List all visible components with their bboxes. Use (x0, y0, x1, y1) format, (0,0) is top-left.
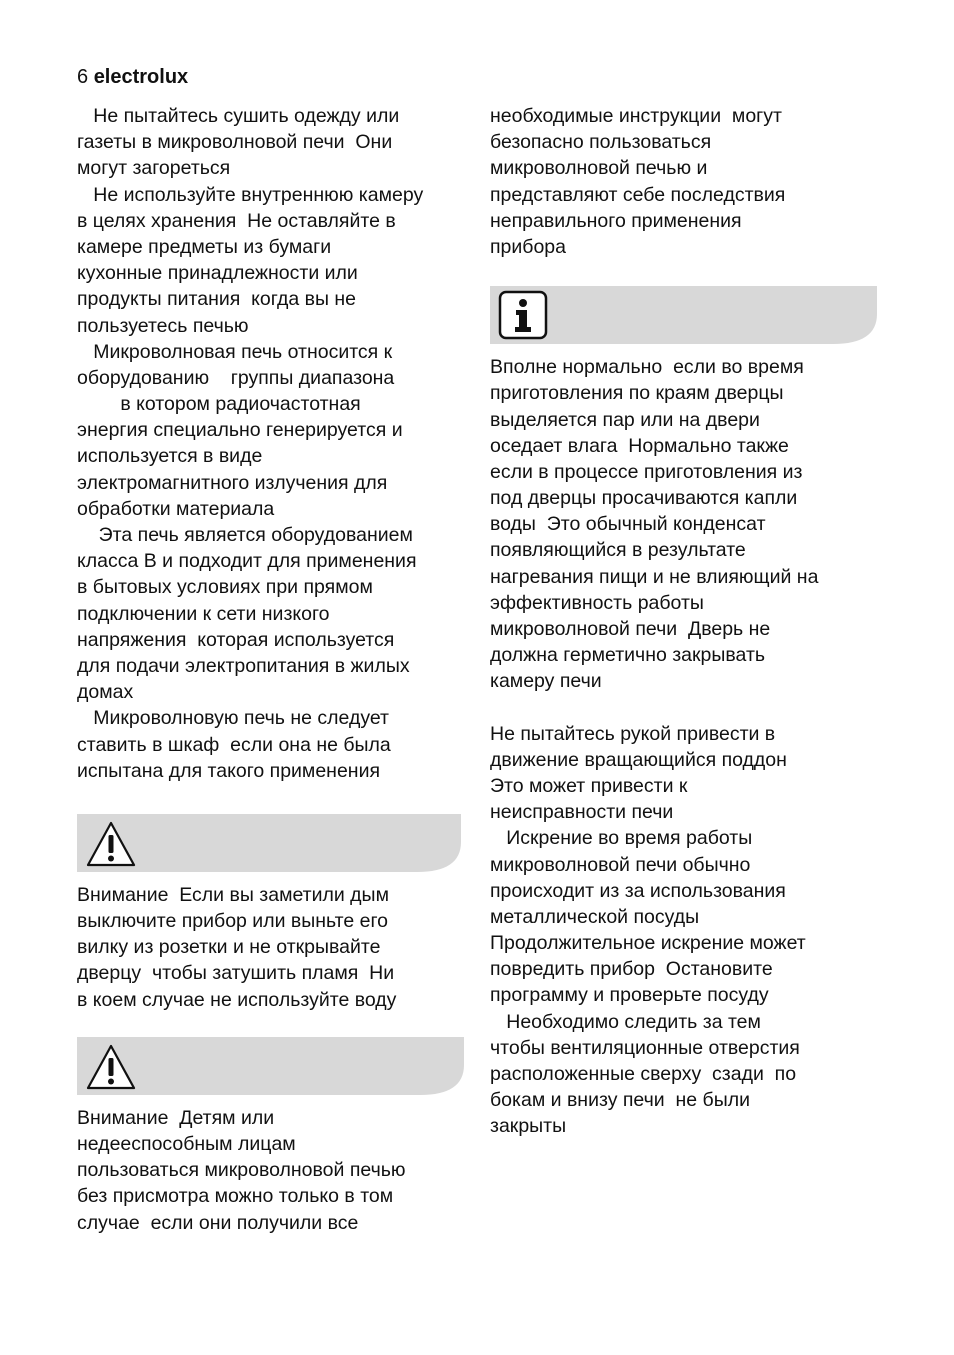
text-line: обработки материала (77, 497, 275, 520)
text-line: микроволновой печи Дверь не (490, 618, 771, 640)
text-line: если в процессе приготовления из (490, 460, 803, 483)
text-line: в коем случае не используйте воду (77, 988, 397, 1011)
text-line: Не пытайтесь сушить одежду или (77, 105, 400, 127)
left-text-block (77, 103, 472, 784)
spacer (490, 695, 885, 721)
text-line: прибора (490, 235, 567, 258)
page-number: 6 (77, 66, 89, 88)
text-line: необходимые инструкции могут (490, 105, 782, 127)
text-line: подключении к сети низкого (77, 602, 330, 625)
page-header (77, 64, 188, 90)
text-line: в целях хранения Не оставляйте в (77, 209, 396, 232)
text-line: Внимание Если вы заметили дым (77, 883, 389, 906)
text-line: эффективность работы (490, 591, 704, 614)
text-line: могут загореться (77, 157, 231, 180)
warning-text-2 (77, 1105, 472, 1236)
brand-name: electrolux (93, 66, 189, 88)
text-line: неисправности печи (490, 801, 674, 824)
text-line: в котором радиочастотная (77, 393, 361, 416)
text-line: Продолжительное искрение может (490, 932, 806, 955)
text-line: в бытовых условиях при прямом (77, 576, 373, 599)
text-line: энергия специально генерируется и (77, 419, 403, 442)
text-line: приготовления по краям дверцы (490, 382, 784, 405)
text-line: происходит из за использования (490, 879, 786, 902)
text-line: представляют себе последствия (490, 183, 786, 206)
banner-background (490, 286, 877, 344)
text-line: должна герметично закрывать (490, 644, 766, 667)
info-icon (498, 290, 548, 340)
text-line: напряжения которая используется (77, 628, 395, 651)
text-line: воды Это обычный конденсат (490, 513, 766, 536)
text-line: недееспособным лицам (77, 1133, 296, 1155)
info-text (490, 354, 885, 694)
text-line: Искрение во время работы (490, 827, 753, 850)
text-line: выключите прибор или выньте его (77, 910, 389, 933)
text-line: камере предметы из бумаги (77, 235, 332, 258)
info-banner (490, 286, 885, 344)
text-line: электромагнитного излучения для (77, 471, 388, 494)
text-line: под дверцы просачиваются капли (490, 487, 798, 510)
text-line: повредить прибор Остановите (490, 958, 773, 981)
text-line: Микроволновую печь не следует (77, 707, 389, 730)
text-line: случае если они получили все (77, 1211, 359, 1234)
text-line: выделяется пар или на двери (490, 408, 760, 431)
text-line: оборудованию группы диапазона (77, 366, 395, 389)
text-line: микроволновой печью и (490, 157, 708, 180)
right-column (490, 103, 885, 1140)
left-column (77, 103, 472, 1236)
text-line: дверцу чтобы затушить пламя Ни (77, 962, 395, 985)
text-line: вилку из розетки и не открывайте (77, 936, 381, 959)
text-line: домах (77, 681, 134, 704)
text-line: металлической посуды (490, 905, 700, 928)
text-line: испытана для такого применения (77, 759, 381, 782)
text-line: ставить в шкаф если она не была (77, 733, 391, 756)
text-line: оседает влага Нормально также (490, 434, 789, 457)
text-line: кухонные принадлежности или (77, 262, 358, 285)
text-line: расположенные сверху сзади по (490, 1063, 797, 1085)
text-line: для подачи электропитания в жилых (77, 654, 410, 677)
warning-banner (77, 814, 472, 872)
text-line: без присмотра можно только в том (77, 1185, 394, 1208)
text-line: закрыты (490, 1115, 567, 1138)
text-line: появляющийся в результате (490, 539, 746, 562)
text-line: Микроволновая печь относится к (77, 340, 393, 363)
text-line: камеру печи (490, 670, 602, 693)
text-line: бокам и внизу печи не были (490, 1089, 750, 1112)
text-line: неправильного применения (490, 209, 742, 232)
text-line: нагревания пищи и не влияющий на (490, 565, 819, 588)
text-line: пользуетесь печью (77, 314, 249, 337)
text-line: Это может привести к (490, 774, 688, 797)
text-line: Эта печь является оборудованием (77, 524, 413, 546)
text-line: безопасно пользоваться (490, 131, 712, 154)
warning-banner (77, 1037, 472, 1095)
warning-text-1 (77, 882, 472, 1013)
text-line: пользоваться микроволновой печью (77, 1159, 406, 1182)
text-line: Необходимо следить за тем (490, 1010, 761, 1033)
text-line: Не пытайтесь рукой привести в (490, 722, 776, 745)
text-line: движение вращающийся поддон (490, 748, 787, 771)
text-line: Вполне нормально если во время (490, 356, 804, 379)
text-line: газеты в микроволновой печи Они (77, 131, 393, 154)
text-line: Не используйте внутреннюю камеру (77, 183, 424, 206)
right-text-block (490, 103, 885, 260)
right-text-block-2 (490, 721, 885, 1140)
text-line: класса B и подходит для применения (77, 550, 417, 573)
warning-triangle-icon (85, 1043, 137, 1091)
text-line: используется в виде (77, 445, 263, 468)
warning-triangle-icon (85, 820, 137, 868)
text-line: программу и проверьте посуду (490, 984, 769, 1007)
text-line: чтобы вентиляционные отверстия (490, 1036, 800, 1059)
text-line: Внимание Детям или (77, 1106, 275, 1129)
text-line: продукты питания когда вы не (77, 288, 357, 311)
text-line: микроволновой печи обычно (490, 853, 751, 876)
